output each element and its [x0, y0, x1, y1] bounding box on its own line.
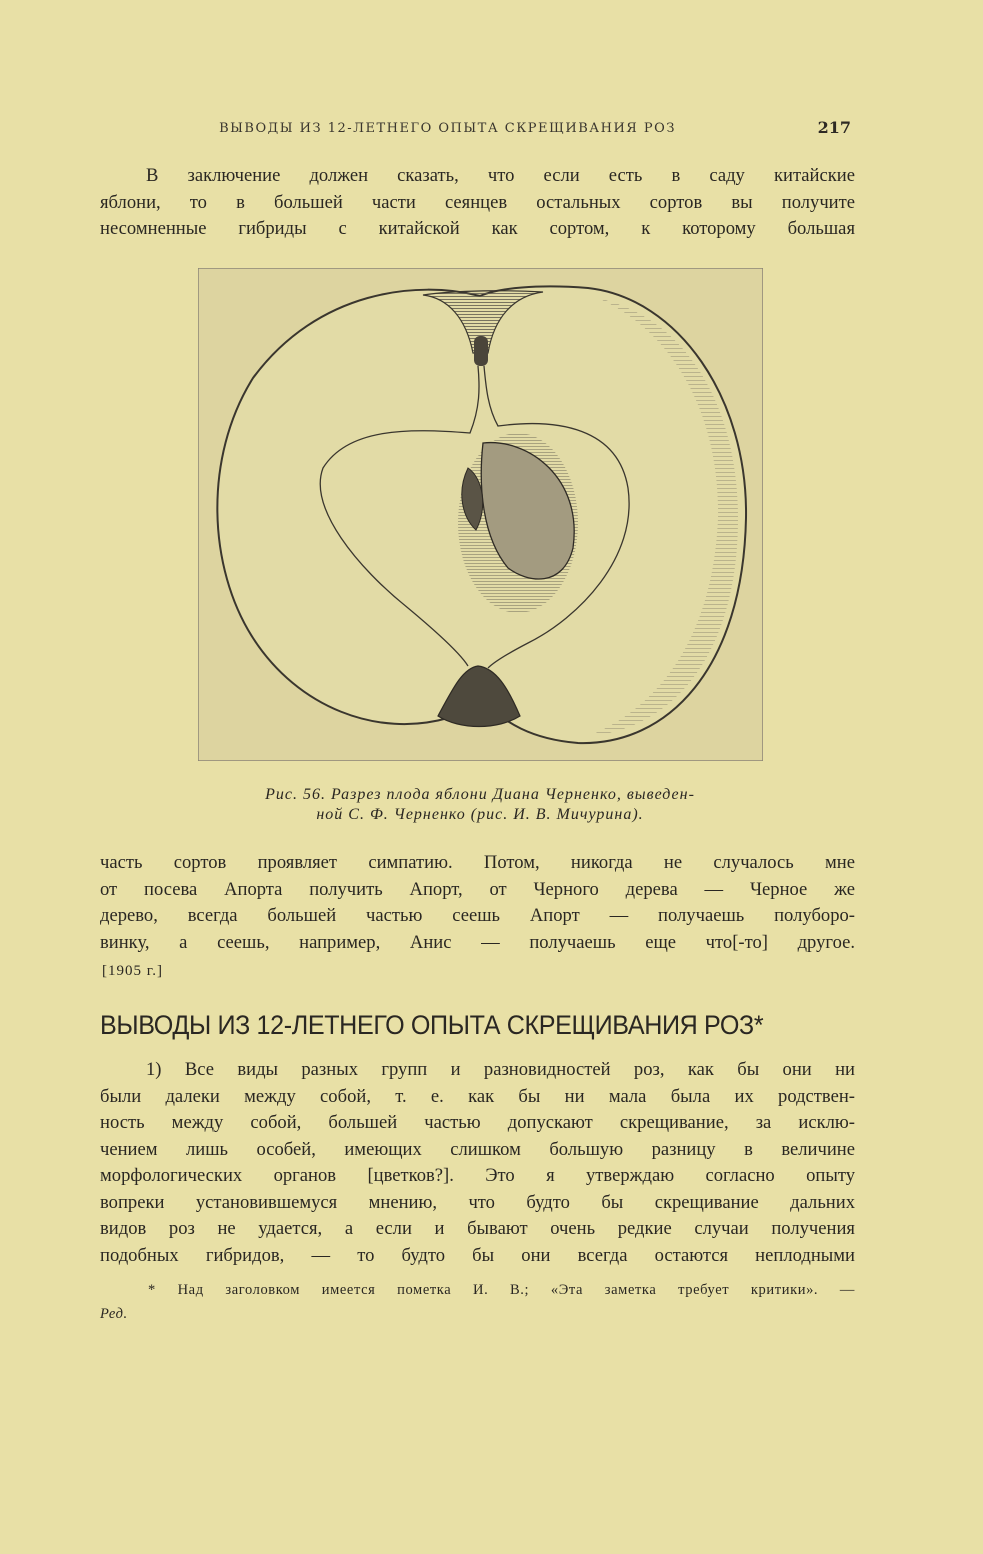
text-line: ность между собой, большей частью допускают скрещивание, за исклю-	[100, 1112, 855, 1133]
text-line: были далеки между собой, т. е. как бы ни мала была их родствен-	[100, 1085, 855, 1107]
text-line: яблони, то в большей части сеянцев остальных сортов вы получите	[100, 191, 855, 213]
figure-caption	[150, 785, 810, 825]
text-line: часть сортов проявляет симпатию. Потом, никогда не случалось мне	[100, 852, 855, 873]
text-line: от посева Апорта получить Апорт, от Черного дерева — Черное же	[100, 878, 855, 900]
text-line: В заключение должен сказать, что если есть в саду китайские	[146, 165, 855, 186]
caption-line: Рис. 56. Разрез плода яблони Диана Черненко, выведен-	[265, 786, 695, 803]
text-line: винку, а сеешь, например, Анис — получаешь еще что[-то] другое.	[100, 931, 855, 953]
paragraph-section	[100, 1057, 855, 1269]
text-line: вопреки установившемуся мнению, что будто бы скрещивание дальних	[100, 1191, 855, 1213]
date-note: [1905 г.]	[102, 963, 163, 979]
text-line: подобных гибридов, — то будто бы они всегда остаются неплодными	[100, 1244, 855, 1266]
text-line: морфологических органов [цветков?]. Это я утверждаю согласно опыту	[100, 1165, 855, 1186]
footnote-editor-mark: Ред.	[100, 1306, 128, 1322]
footnote	[100, 1278, 855, 1326]
stem-icon	[474, 336, 488, 366]
running-head	[100, 118, 855, 140]
caption-line: ной С. Ф. Черненко (рис. И. В. Мичурина).	[316, 806, 644, 823]
text-line: 1) Все виды разных групп и разновидностей роз, как бы они ни	[146, 1059, 855, 1080]
paragraph-top	[100, 163, 855, 243]
footnote-line: * Над заголовком имеется пометка И. В.; «Эта заметка требует критики». —	[148, 1282, 855, 1298]
section-heading: ВЫВОДЫ ИЗ 12-ЛЕТНЕГО ОПЫТА СКРЕЩИВАНИЯ РОЗ*	[100, 1010, 764, 1040]
text-line: несомненные гибриды с китайской как сортом, к которому большая	[100, 218, 855, 239]
text-line: видов роз не удается, а если и бывают очень редкие случаи получения	[100, 1218, 855, 1239]
apple-cross-section-drawing	[198, 268, 763, 761]
apple-cross-section-figure	[198, 268, 763, 761]
text-line: дерево, всегда большей частью сеешь Апорт — получаешь полуборо-	[100, 905, 855, 926]
paragraph-after-figure	[100, 850, 855, 956]
text-line: чением лишь особей, имеющих слишком большую разницу в величине	[100, 1138, 855, 1160]
running-title: ВЫВОДЫ ИЗ 12-ЛЕТНЕГО ОПЫТА СКРЕЩИВАНИЯ РОЗ	[219, 121, 676, 136]
page-number: 217	[817, 118, 851, 137]
